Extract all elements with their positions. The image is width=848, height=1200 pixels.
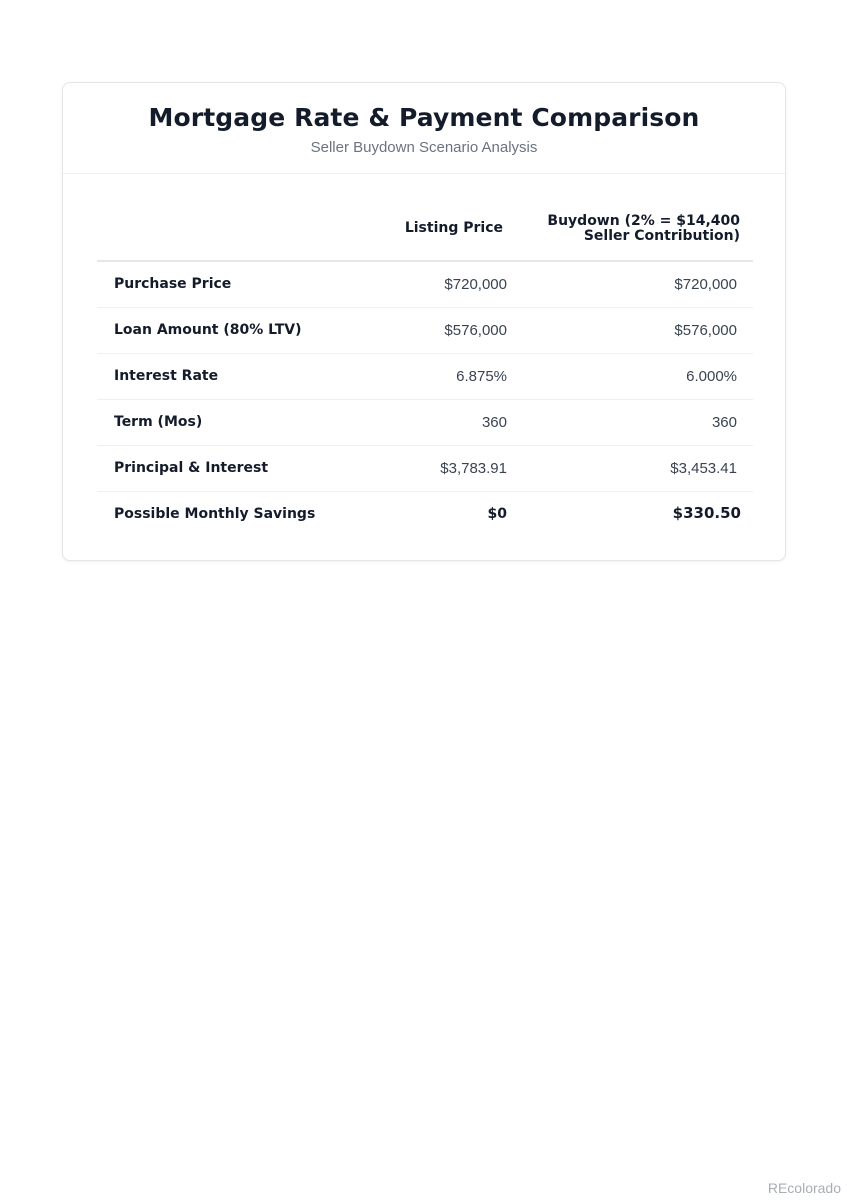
table-row xyxy=(97,354,753,400)
buydown-value: 360 xyxy=(711,414,737,431)
column-header-buydown xyxy=(540,214,740,244)
column-header-buydown-line1: Buydown (2% = $14,400 xyxy=(547,213,740,229)
buydown-value: $720,000 xyxy=(674,276,737,293)
column-header-listing: Listing Price xyxy=(404,220,503,236)
table-row xyxy=(97,446,753,492)
listing-value: 360 xyxy=(481,414,507,431)
card-header xyxy=(63,83,785,174)
row-label: Term (Mos) xyxy=(114,414,203,430)
row-label: Loan Amount (80% LTV) xyxy=(114,322,302,338)
listing-value: $3,783.91 xyxy=(440,460,507,477)
table-row xyxy=(97,400,753,446)
listing-value: $720,000 xyxy=(444,276,507,293)
comparison-card xyxy=(62,82,786,561)
page-title: Mortgage Rate & Payment Comparison xyxy=(148,103,700,132)
listing-value: $576,000 xyxy=(444,322,507,339)
comparison-table xyxy=(97,203,753,537)
listing-value: $0 xyxy=(487,506,507,522)
buydown-value: $3,453.41 xyxy=(670,460,737,477)
row-label: Possible Monthly Savings xyxy=(114,506,316,522)
buydown-value: $576,000 xyxy=(674,322,737,339)
listing-value: 6.875% xyxy=(456,368,507,385)
table-row xyxy=(97,308,753,354)
buydown-value: 6.000% xyxy=(686,368,737,385)
page-subtitle: Seller Buydown Scenario Analysis xyxy=(310,139,538,156)
watermark-text: REcolorado xyxy=(767,1180,841,1196)
column-header-buydown-line2: Seller Contribution) xyxy=(583,228,740,244)
row-label: Interest Rate xyxy=(114,368,219,384)
table-header xyxy=(97,203,753,262)
table-row-savings xyxy=(97,492,753,537)
table-row xyxy=(97,262,753,308)
buydown-value: $330.50 xyxy=(672,504,741,522)
row-label: Principal & Interest xyxy=(114,460,269,476)
row-label: Purchase Price xyxy=(114,276,232,292)
